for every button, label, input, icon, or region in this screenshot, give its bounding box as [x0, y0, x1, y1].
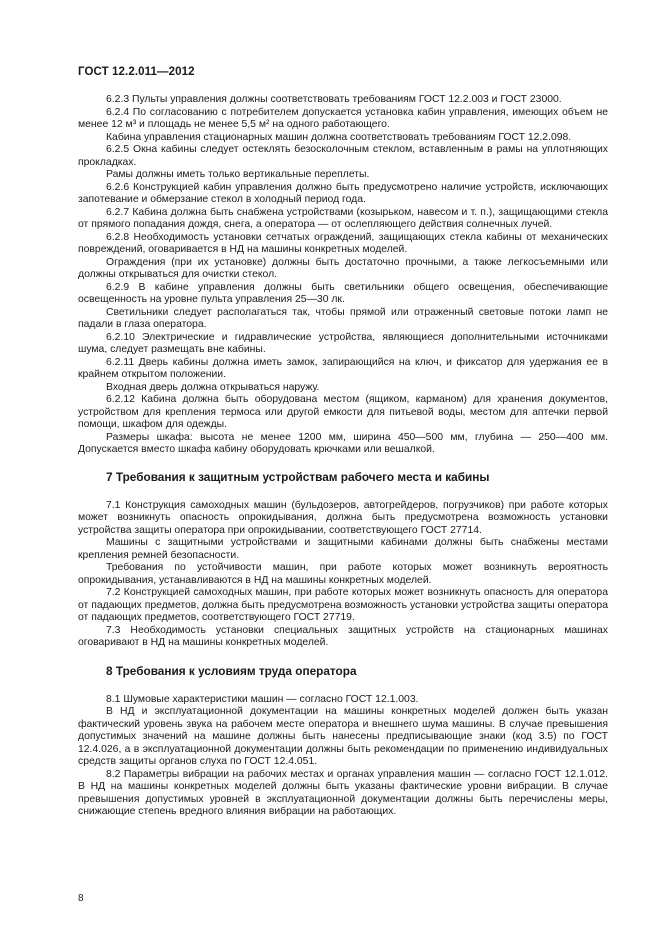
paragraph: В НД и эксплуатационной документации на машины конкретных моделей должен быть указан фактический уровень звука на рабочем месте оператора и внешнего шума машины. В случае превышения допустимых значений на машине должны быть нанесены предписывающие знаки (код 3.5) по ГОСТ 12.4.026, а в эксплуатационной документации должны быть рекомендации по применению индивидуальных средств защиты органов слуха по ГОСТ 12.4.051. — [78, 706, 608, 767]
paragraph: Машины с защитными устройствами и защитными кабинами должны быть снабжены местами крепления ремней безопасности. — [78, 537, 608, 561]
paragraph: Светильники следует располагаться так, чтобы прямой или отраженный световые потоки ламп не падали в глаза оператора. — [78, 306, 608, 330]
paragraph: Размеры шкафа: высота не менее 1200 мм, ширина 450—500 мм, глубина — 250—400 мм. Допускается вместо шкафа кабину оборудовать крючками или вешалкой. — [78, 431, 608, 455]
page-number: 8 — [78, 893, 84, 904]
paragraph-6-2-10: 6.2.10 Электрические и гидравлические устройства, являющиеся дополнительными источниками шума, следует размещать вне кабины. — [78, 331, 608, 355]
paragraph-8-2: 8.2 Параметры вибрации на рабочих местах и органах управления машин — согласно ГОСТ 12.1.012. В НД на машины конкретных моделей должны быть указаны фактические уровни вибрации. В случае превышения допустимых уровней в эксплуатационной документации должны быть перечислены меры, снижающие степень вредного влияния вибрации на работающих. — [78, 768, 608, 817]
paragraph-7-1: 7.1 Конструкция самоходных машин (бульдозеров, автогрейдеров, погрузчиков) при работе которых может возникнуть опасность опрокидывания, должна быть предусмотрена возможность установки устройства защиты оператора при опрокидывании, соответствующего ГОСТ 27714. — [78, 499, 608, 536]
paragraph: Ограждения (при их установке) должны быть достаточно прочными, а также легкосъемными или должны открываться для очистки стекол. — [78, 256, 608, 280]
paragraph: Рамы должны иметь только вертикальные переплеты. — [106, 169, 370, 180]
paragraph-6-2-12: 6.2.12 Кабина должна быть оборудована местом (ящиком, карманом) для хранения документов, устройством для крепления термоса или другой емкости для питьевой воды, местом для аптечки первой помощи, шкафом для одежды. — [78, 394, 608, 430]
section-7-heading: 7 Требования к защитным устройствам рабочего места и кабины — [106, 469, 490, 484]
paragraph-7-2: 7.2 Конструкцией самоходных машин, при работе которых может возникнуть опасность для оператора от падающих предметов, должна быть предусмотрена возможность установки устройства защиты оператора от падающих предметов, соответствующего ГОСТ 27719. — [78, 587, 608, 623]
paragraph-6-2-6: 6.2.6 Конструкцией кабин управления должно быть предусмотрено наличие устройств, исключающих запотевание и обмерзание стекол в холодный период года. — [78, 181, 608, 205]
standard-header: ГОСТ 12.2.011—2012 — [78, 66, 195, 78]
paragraph-6-2-3: 6.2.3 Пульты управления должны соответствовать требованиям ГОСТ 12.2.003 и ГОСТ 23000. — [106, 94, 562, 105]
paragraph-7-3: 7.3 Необходимость установки специальных защитных устройств на стационарных машинах оговаривают в НД на машины конкретных моделей. — [78, 624, 608, 648]
section-8-heading: 8 Требования к условиям труда оператора — [106, 663, 357, 678]
paragraph-6-2-5: 6.2.5 Окна кабины следует остеклять безосколочным стеклом, вставленным в рамы на уплотняющих прокладках. — [78, 144, 608, 168]
paragraph-6-2-4: 6.2.4 По согласованию с потребителем допускается установка кабин управления, имеющих объем не менее 12 м³ и площадь не менее 5,5 м² на одного работающего. — [78, 106, 608, 130]
document-body — [78, 94, 608, 819]
paragraph: Входная дверь должна открываться наружу. — [106, 381, 320, 393]
paragraph-6-2-7: 6.2.7 Кабина должна быть снабжена устройствами (козырьком, навесом и т. п.), защищающими стекла от прямого попадания дождя, снега, а оператора — от ослепляющего действия солнечных лучей. — [78, 206, 608, 230]
paragraph-6-2-11: 6.2.11 Дверь кабины должна иметь замок, запирающийся на ключ, и фиксатор для удержания ее в крайнем открытом положении. — [78, 356, 608, 380]
paragraph-8-1: 8.1 Шумовые характеристики машин — согласно ГОСТ 12.1.003. — [106, 693, 419, 705]
paragraph-6-2-8: 6.2.8 Необходимость установки сетчатых ограждений, защищающих стекла кабины от механических повреждений, оговаривается в НД на машины конкретных моделей. — [78, 231, 608, 255]
paragraph: Требования по устойчивости машин, при работе которых может возникнуть вероятность опрокидывания, устанавливаются в НД на машины конкретных моделей. — [78, 562, 608, 586]
paragraph-6-2-9: 6.2.9 В кабине управления должны быть светильники общего освещения, обеспечивающие освещенность на уровне пульта управления 25—30 лк. — [78, 281, 608, 305]
paragraph: Кабина управления стационарных машин должна соответствовать требованиям ГОСТ 12.2.098. — [106, 131, 572, 143]
